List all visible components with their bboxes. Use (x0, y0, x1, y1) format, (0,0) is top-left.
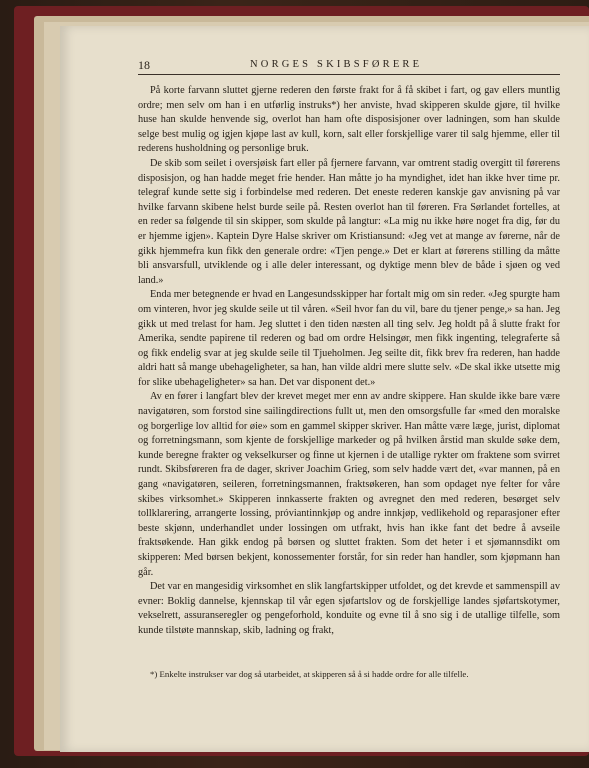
paragraph: Enda mer betegnende er hvad en Langesundsskipper har fortalt mig om sin reder. «Jeg spurgte ham om vinteren, hvor jeg skulde seile ut til våren. «Seil hvor fan du vil, bare du tjener penge,» sa han. Jeg gikk ut med trelast for ham. Jeg sluttet i den tiden næsten all ting selv. Jeg holdt på å slutte frakt for Amerika, sendte papirene til rederen og bad om ordre Helsingør, men fikk ingenting, telegraferte så og fikk endelig svar at jeg skulde seile til Tjueholmen. Jeg seilte dit, fikk brev fra rederen, han hadde aldri hatt så mange ubehageligheter, sa han, han vilde aldri mere slutte selv. «De skal ikke utsette mig for slike ubehageligheter» sa han. Det var disponent det.» (138, 289, 560, 388)
footnote: *) Enkelte instrukser var dog så utarbeidet, at skipperen så å si hadde ordre for alle tilfelle. (150, 669, 469, 679)
running-head: NORGES SKIBSFØRERE (250, 59, 423, 70)
paragraph: Av en fører i langfart blev der krevet meget mer enn av andre skippere. Han skulde ikke bare være navigatøren, som forstod sine sailingdirections fullt ut, men den omsorgsfulle far «med den moralske og borgerlige lov alltid for øie» som en gammel skipper skriver. Han måtte være læge, jurist, diplomat og forretningsmann, som kjente de forskjellige markeder og på hvilken årstid man skulde søke dem, kunde beregne frakter og vekselkurser og finne ut kjernen i de utallige rykter om fraktene som svirret rundt. Skibsføreren fra de dager, skriver Joachim Grieg, som selv hadde vært det, «var mannen, på en gang «navigatøren, seileren, forretningsmannen, fraktsøkeren, han som opdaget nye felter for våre skibes virksomhet.» Skipperen innkasserte frakten og avregnet den med rederen, besørget selv tollklarering, arrangerte lossing, próviantinnkjøp og andre innkjøp, vedlikehold og reparasjoner efter beste skjønn, underhandlet under lossingen om utfrakt, hvis han ikke fant det bedre å avseile fraktsøkende. Han gikk endog på børsen og sluttet frakten. Som det heter i et sjømannsdikt om skipperen: Med børsen bekjent, konossementer forstår, for sin reder han handler, som kjøpmann han går. (138, 391, 560, 578)
page-header (138, 58, 560, 75)
paragraph: På korte farvann sluttet gjerne rederen den første frakt for å få skibet i fart, og gav ellers muntlig ordre; men selv om han i en utførlig instruks*) her anviste, hvad skipperen skulde gjøre, til hvilke huse han skulde henvende sig, overlot han ham ofte disposisjoner over ladningen, som han skulde selge best mulig og igjen kjøpe last av kull, korn, salt eller forskjellige varer til salg hjemme, eller til rederens husholdning og personlige bruk. (138, 85, 560, 155)
paragraph: De skib som seilet i oversjøisk fart eller på fjernere farvann, var omtrent stadig overgitt til førerens disposisjon, og han hadde meget frie hender. Han måtte jo ha myndighet, idet han ikke hver time pr. telegraf kunde sette sig i forbindelse med rederen. Det eneste rederen kanskje gav anvisning på var hvilke farvann skibene helst burde seile på. Resten overlot han til føreren. Fra Sørlandet fortelles, at en reder sa følgende til sin skipper, som skulde på langtur: «La mig nu ikke høre noget fra dig, før du er hjemme igjen». Kaptein Dyre Halse skriver om Kristiansund: «Jeg vet at mange av førerne, når de gikk hjemmefra kun fikk den generale ordre: «Tjen penge.» Det er klart at førerens stilling da måtte bli ansvarsfull, utviklende og i alle deler interessant, og dyktige menn blev de både i sjøen og ved land.» (138, 157, 560, 286)
paragraph: Det var en mangesidig virksomhet en slik langfartskipper utfoldet, og det krevde et sammenspill av evner: Boklig dannelse, kjennskap til vår egen sjøfartslov og de forskjellige landes sjøfartskotymer, vekselrett, assuranseregler og pengeforhold, konduite og evne til å sno sig i de utallige tilfelle, som kunde tilstøte mannskap, skib, ladning og frakt, (138, 581, 560, 636)
body-text (138, 84, 560, 639)
page-number: 18 (138, 58, 150, 72)
